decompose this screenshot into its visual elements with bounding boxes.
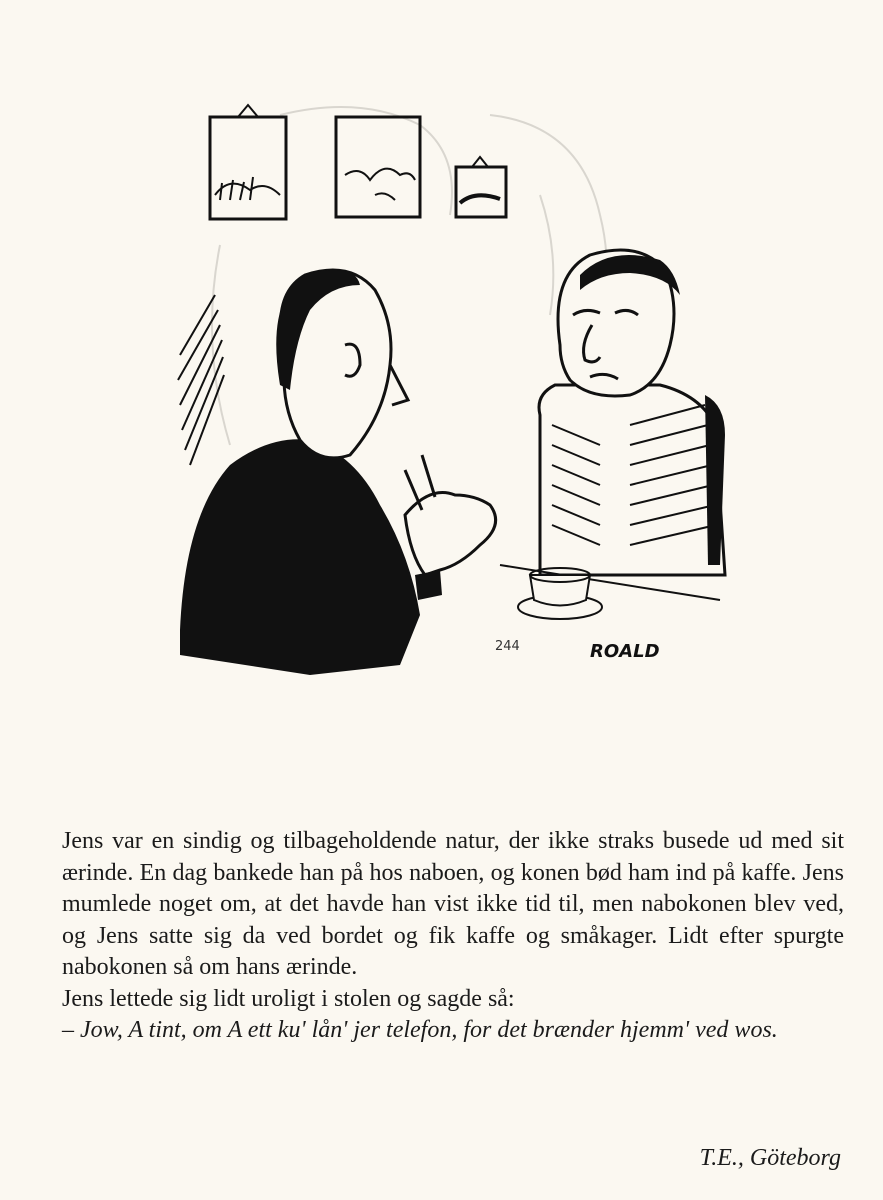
illustration-number: 244 [495,639,520,654]
picture-frame-left [210,105,286,219]
cartoon-drawing [160,95,740,695]
story-paragraph-1: Jens var en sindig og tilbageholdende natur, der ikke straks busede ud med sit ærinde. En dag bankede han på hos naboen, og konen bød ham ind på kaffe. Jens mumlede noget om, at det havde han vist ikke tid til, men nabokonen blev ved, og Jens satte sig da ved bordet og fik kaffe og småkager. Lidt efter spurgte nabokonen så om hans ærinde. [62,828,844,980]
story-paragraph-2: Jens lettede sig lidt uroligt i stolen og sagde så: [62,985,515,1012]
cartoon-illustration [160,95,740,695]
story-quote: – Jow, A tint, om A ett ku' lån' jer telefon, for det brænder hjemm' ved wos. [62,1017,778,1043]
artist-signature: ROALD [590,641,660,662]
curtain-hatching [178,295,224,465]
picture-frame-middle [336,117,420,217]
story-text [62,826,844,1047]
man-in-suit [180,270,496,675]
picture-frame-right [456,157,506,217]
old-man [539,250,725,575]
contributor-signature: T.E., Göteborg [699,1145,841,1171]
